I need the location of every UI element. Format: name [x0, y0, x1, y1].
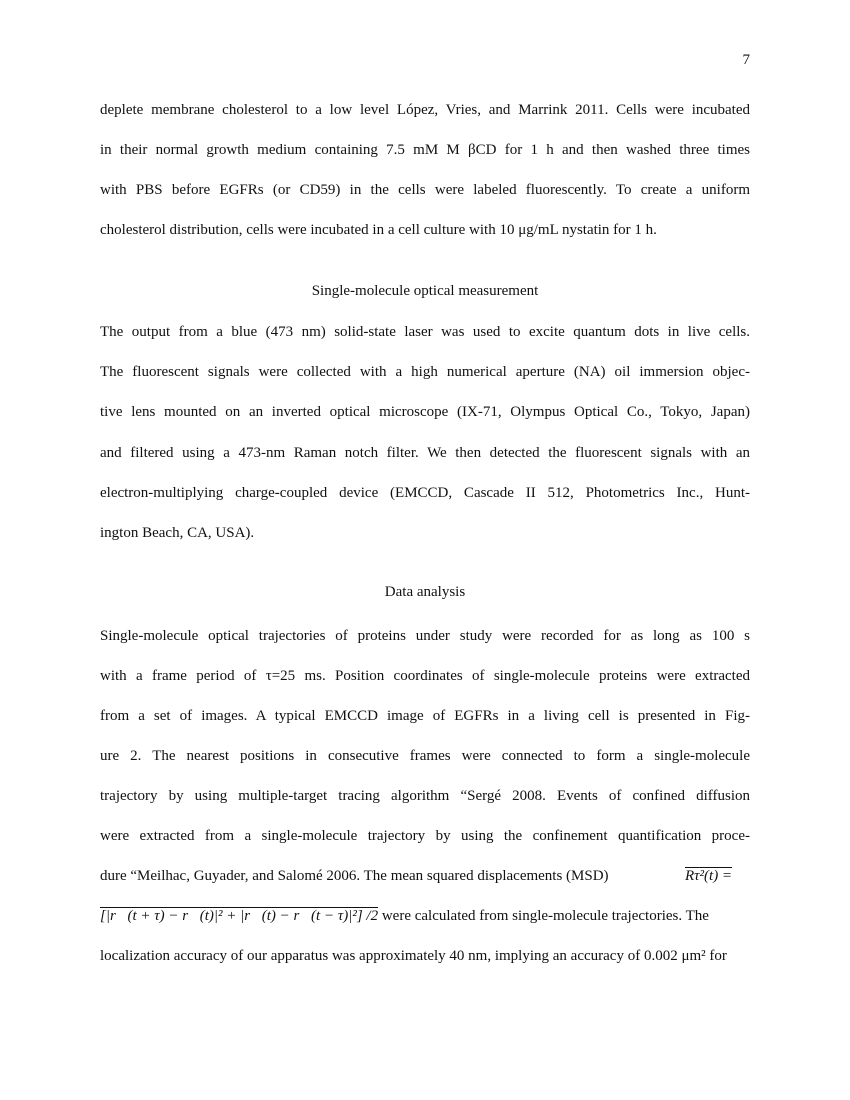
- text-line: ington Beach, CA, USA).: [100, 525, 255, 541]
- text-line: The fluorescent signals were collected with a high numerical aperture (NA) oil immersion objec-: [100, 364, 750, 380]
- text-line: were extracted from a single-molecule trajectory by using the confinement quantification proce-: [100, 828, 750, 844]
- text-line: deplete membrane cholesterol to a low level López, Vries, and Marrink 2011. Cells were incubated: [100, 102, 750, 118]
- text-line: trajectory by using multiple-target tracing algorithm “Sergé 2008. Events of confined diffusion: [100, 788, 750, 804]
- msd-equation-rhs: [|r⃗(t + τ) − r⃗(t)|² + |r⃗(t) − r⃗(t − τ)|²] /2: [100, 908, 379, 924]
- msd-tail: were calculated from single-molecule trajectories. The: [378, 908, 709, 924]
- text-line: from a set of images. A typical EMCCD image of EGFRs in a living cell is presented in Fig-: [100, 708, 750, 724]
- msd-symbol: Rτ²(t) =: [685, 868, 733, 884]
- page-number: 7: [742, 52, 750, 68]
- section-heading-data-analysis: Data analysis: [384, 584, 466, 600]
- msd-equation-lhs: [685, 866, 755, 886]
- text-line: in their normal growth medium containing 7.5 mM M βCD for 1 h and then washed three times: [100, 142, 750, 158]
- text-line: and filtered using a 473-nm Raman notch filter. We then detected the fluorescent signals with an: [100, 445, 750, 461]
- text-line: with PBS before EGFRs (or CD59) in the cells were labeled fluorescently. To create a uniform: [100, 182, 750, 198]
- text-line: tive lens mounted on an inverted optical microscope (IX-71, Olympus Optical Co., Tokyo, Japan): [100, 404, 750, 420]
- text-line: cholesterol distribution, cells were incubated in a cell culture with 10 μg/mL nystatin for 1 h.: [100, 222, 657, 238]
- text-line: The output from a blue (473 nm) solid-state laser was used to excite quantum dots in live cells.: [100, 324, 750, 340]
- text-line: Single-molecule optical trajectories of proteins under study were recorded for as long as 100 s: [100, 628, 750, 644]
- text-line: [100, 906, 750, 926]
- text-line: dure “Meilhac, Guyader, and Salomé 2006. The mean squared displacements (MSD): [100, 868, 609, 884]
- text-line: with a frame period of τ=25 ms. Position coordinates of single-molecule proteins were extracted: [100, 668, 750, 684]
- text-line: ure 2. The nearest positions in consecutive frames were connected to form a single-molecule: [100, 748, 750, 764]
- text-line: localization accuracy of our apparatus was approximately 40 nm, implying an accuracy of 0.002 μm² for: [100, 948, 727, 964]
- text-line: electron-multiplying charge-coupled device (EMCCD, Cascade II 512, Photometrics Inc., Hunt-: [100, 485, 750, 501]
- section-heading-measurement: Single-molecule optical measurement: [311, 283, 539, 299]
